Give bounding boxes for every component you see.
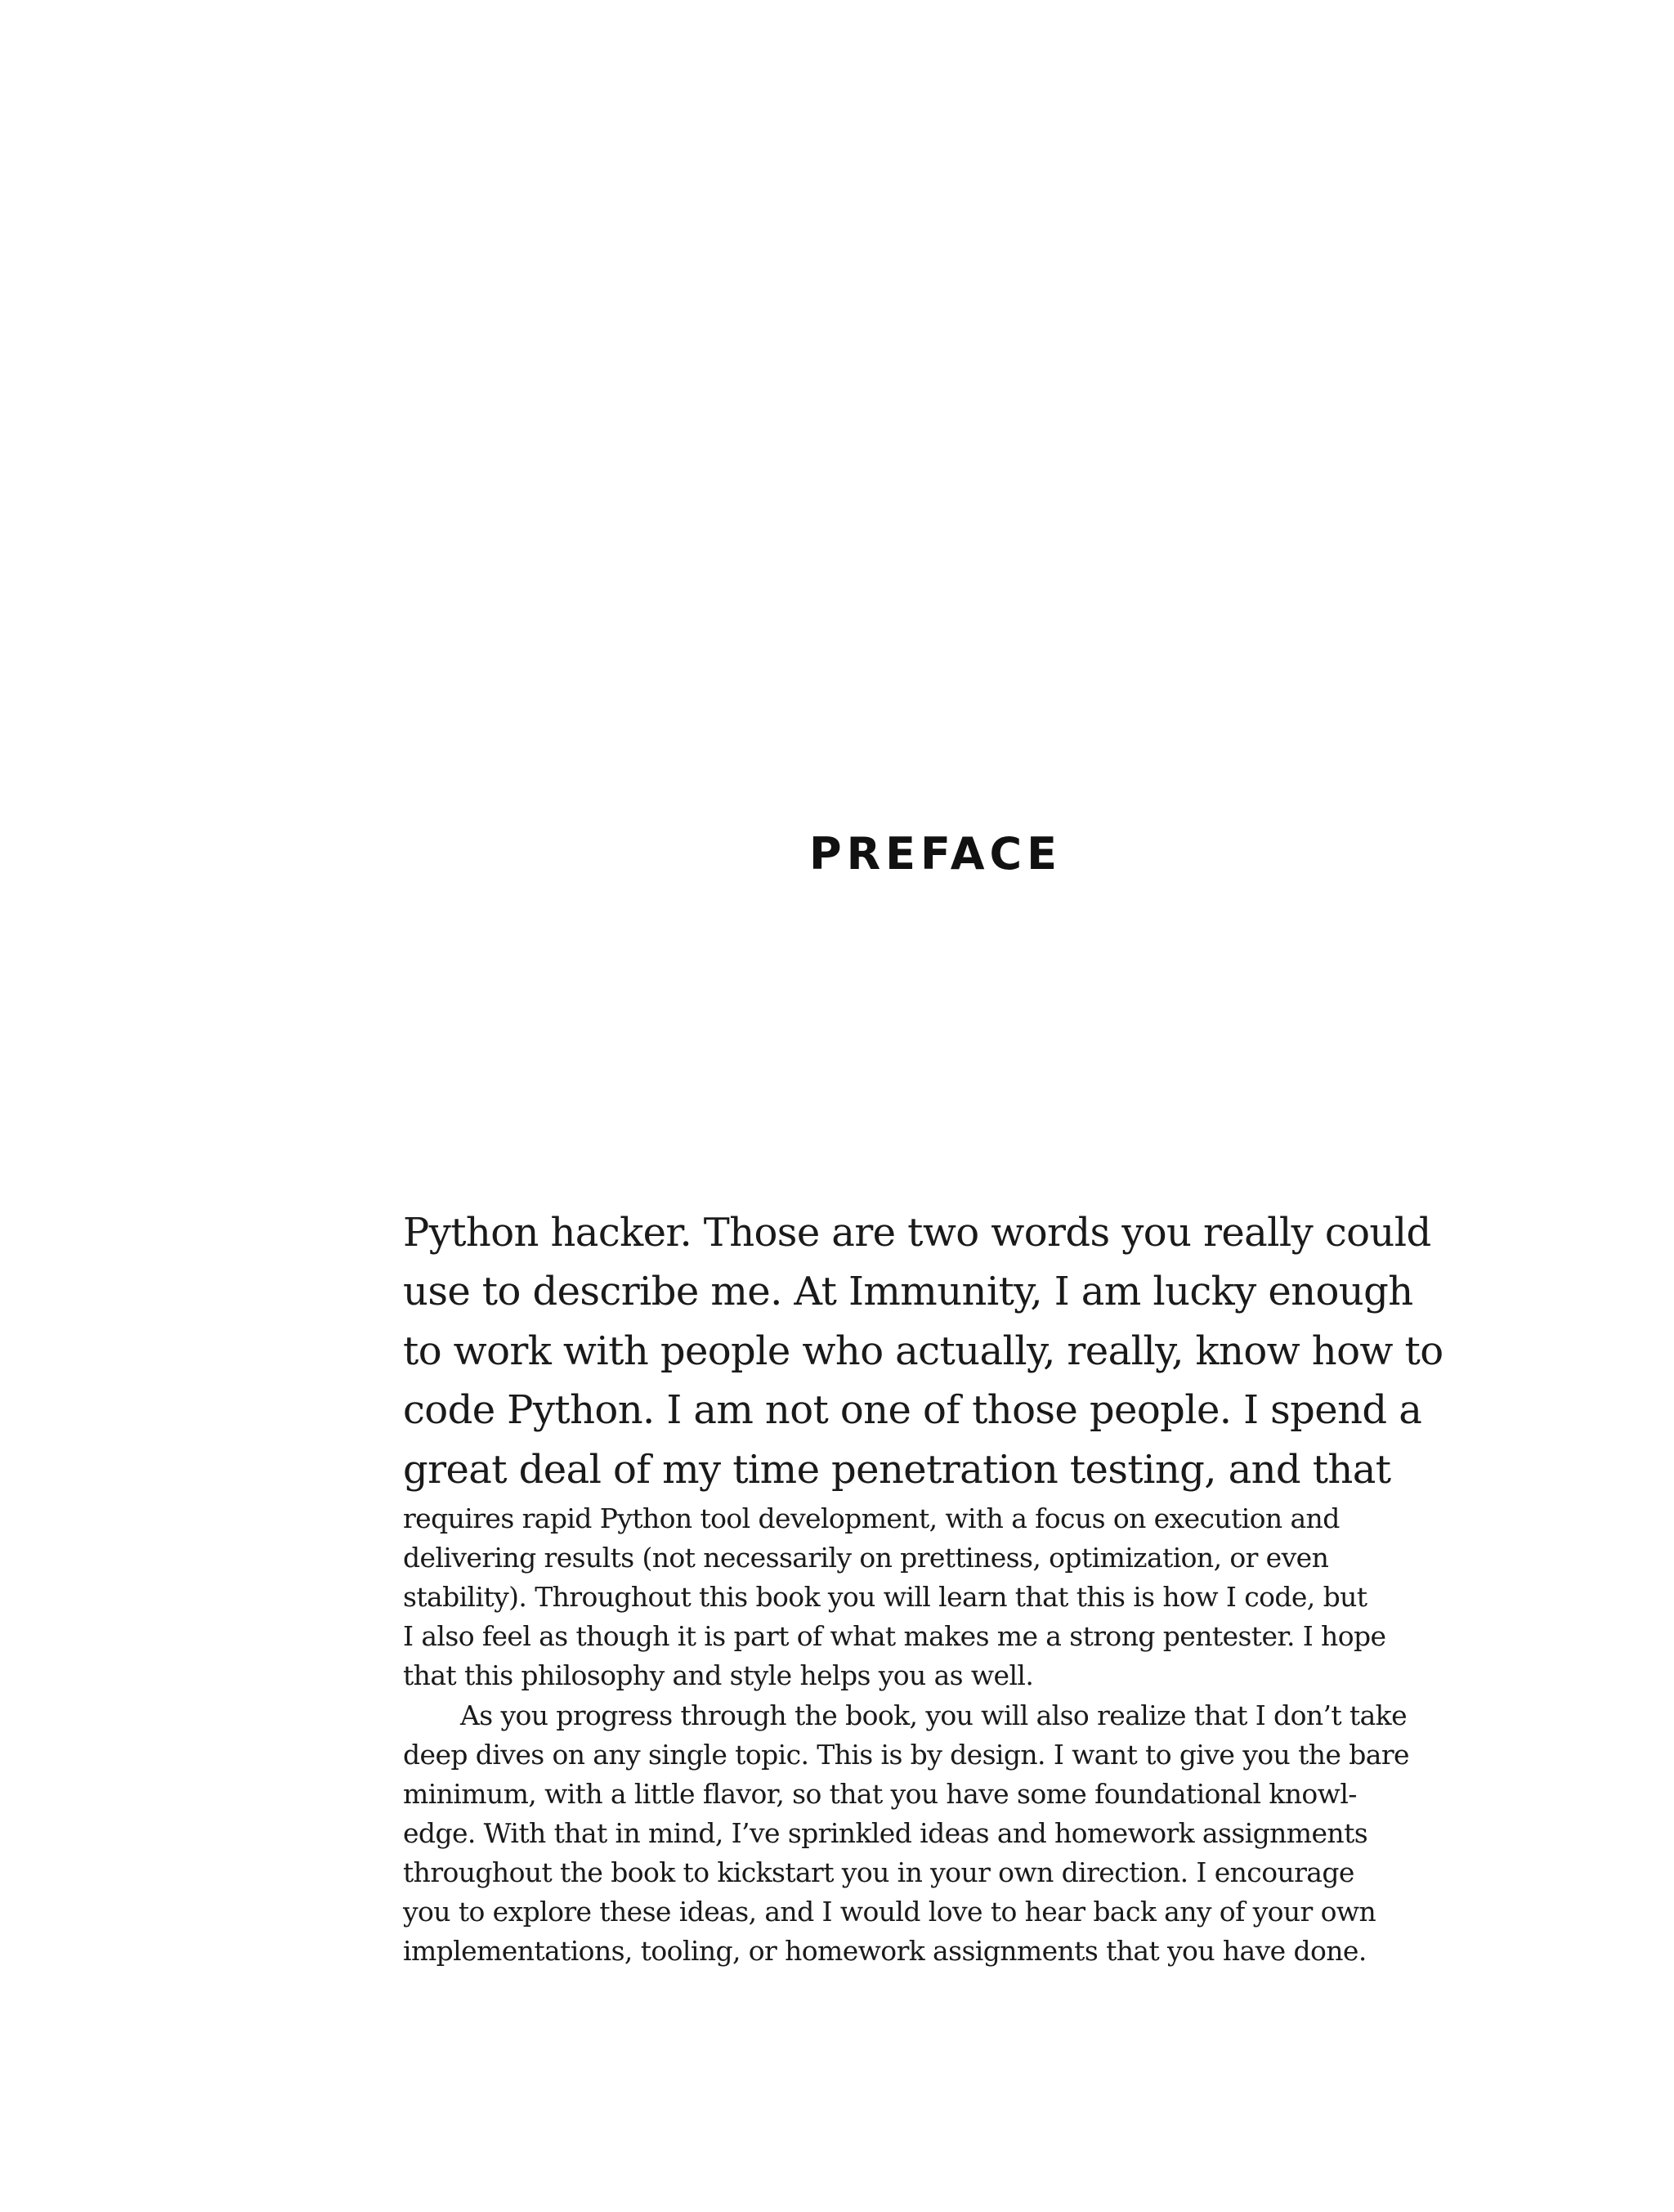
chapter-title: PREFACE bbox=[809, 828, 1063, 880]
text-line: throughout the book to kickstart you in your own direction. I encourage bbox=[403, 1856, 1354, 1888]
text-line: delivering results (not necessarily on prettiness, optimization, or even bbox=[403, 1542, 1329, 1574]
text-line: requires rapid Python tool development, with a focus on execution and bbox=[403, 1502, 1340, 1535]
lead-line: Python hacker. Those are two words you really could bbox=[403, 1210, 1431, 1256]
lead-line: great deal of my time penetration testing, and that bbox=[403, 1446, 1391, 1493]
text-line: that this philosophy and style helps you as well. bbox=[403, 1659, 1034, 1692]
text-line: deep dives on any single topic. This is by design. I want to give you the bare bbox=[403, 1738, 1409, 1771]
text-line: minimum, with a little flavor, so that you have some foundational knowl- bbox=[403, 1777, 1357, 1810]
lead-line: to work with people who actually, really, know how to bbox=[403, 1328, 1443, 1374]
preface-body bbox=[403, 1203, 1490, 1971]
text-line: stability). Throughout this book you will learn that this is how I code, but bbox=[403, 1581, 1367, 1614]
text-line: you to explore these ideas, and I would love to hear back any of your own bbox=[403, 1895, 1376, 1928]
lead-in-text bbox=[403, 1203, 1490, 1499]
text-line: edge. With that in mind, I’ve sprinkled ideas and homework assignments bbox=[403, 1816, 1368, 1849]
text-line: implementations, tooling, or homework assignments that you have done. bbox=[403, 1935, 1367, 1968]
text-line: As you progress through the book, you will also realize that I don’t take bbox=[460, 1699, 1407, 1731]
lead-line: code Python. I am not one of those people. I spend a bbox=[403, 1387, 1422, 1434]
text-line: I also feel as though it is part of what makes me a strong pentester. I hope bbox=[403, 1620, 1386, 1653]
paragraph-1 bbox=[403, 1499, 1490, 1695]
lead-line: use to describe me. At Immunity, I am lucky enough bbox=[403, 1269, 1413, 1315]
paragraph-2 bbox=[403, 1696, 1490, 1972]
